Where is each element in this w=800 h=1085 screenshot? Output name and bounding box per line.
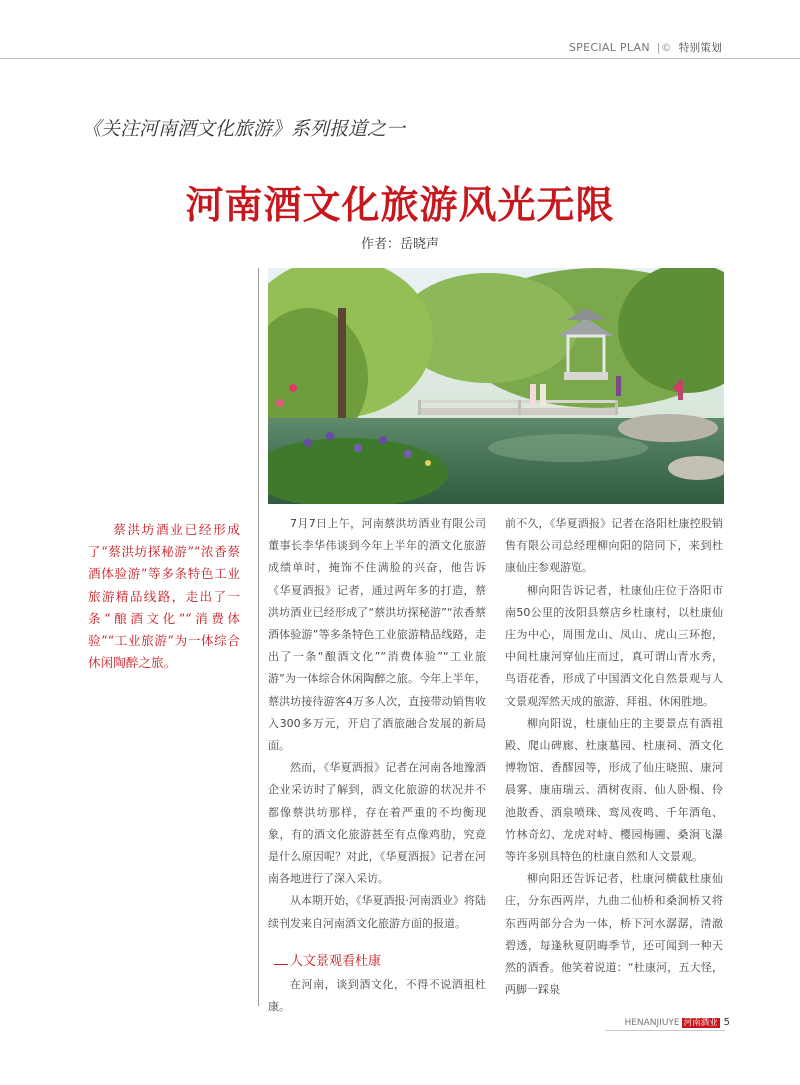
- paragraph: 7月7日上午，河南蔡洪坊酒业有限公司董事长李华伟谈到今年上半年的酒文化旅游成绩单时，掩饰不住满脸的兴奋，他告诉《华夏酒报》记者，通过两年多的打造，蔡洪坊酒业已经形成了“蔡洪坊探秘游”“浓香蔡酒体验游”等多条特色工业旅游精品线路，走出了一条“酿酒文化”“消费体验”“工业旅游”为一体综合休闲陶醉之旅。今年上半年，蔡洪坊接待游客4万多人次，直接带动销售收入300多万元，开启了酒旅融合发展的新局面。: [268, 517, 486, 753]
- article-column-1: [268, 513, 486, 1018]
- photo-illustration: [268, 268, 724, 504]
- page-number: 5: [723, 1017, 730, 1028]
- header-rule: [0, 58, 800, 59]
- magazine-name-en: HENANJIUYE: [624, 1018, 680, 1028]
- paragraph: 前不久，《华夏酒报》记者在洛阳杜康控股销售有限公司总经理柳向阳的陪同下，来到杜康仙庄参观游览。: [505, 517, 723, 575]
- header-separator: |©: [656, 41, 672, 54]
- pavilion-garden-photo: [268, 268, 724, 504]
- paragraph: 在河南，谈到酒文化，不得不说酒祖杜康。: [268, 977, 486, 1014]
- pull-quote: 蔡洪坊酒业已经形成了“蔡洪坊探秘游”“浓香蔡酒体验游”等多条特色工业旅游精品线路，走出了一条“酿酒文化”“消费体验”“工业旅游”为一体综合休闲陶醉之旅。: [88, 522, 240, 671]
- author-line: 作者：岳晓声: [360, 237, 439, 252]
- magazine-logo: 河南酒业: [683, 1018, 718, 1028]
- page-footer: [624, 1016, 730, 1028]
- article-title: 河南酒文化旅游风光无限: [185, 183, 615, 227]
- paragraph: 柳向阳告诉记者，杜康仙庄位于洛阳市南50公里的汝阳县蔡店乡杜康村，以杜康仙庄为中心，周围龙山、凤山、虎山三环抱，中间杜康河穿仙庄而过，真可谓山青水秀，鸟语花香，形成了中国酒文化自然景观与人文景观浑然天成的旅游、拜祖、休闲胜地。: [505, 583, 723, 708]
- column-divider: [258, 268, 259, 1006]
- section-subheading: 人文景观看杜康: [268, 951, 486, 973]
- footer-rule: [605, 1030, 725, 1031]
- paragraph: 柳向阳还告诉记者，杜康河横截杜康仙庄，分东西两岸，九曲二仙桥和桑涧桥又将东西两部分合为一体，桥下河水潺潺，清澈碧透，每逢秋夏阴晦季节，还可闻到一种天然的酒香。他笑着说道：“杜康河，五大怪，两脚一踩泉: [505, 872, 723, 997]
- running-header: [569, 40, 722, 55]
- series-title: 《关注河南酒文化旅游》系列报道之一: [82, 118, 406, 140]
- paragraph: 柳向阳说，杜康仙庄的主要景点有酒祖殿、爬山碑廊、杜康墓园、杜康祠、酒文化博物馆、香醪园等，形成了仙庄晓照、康河晨雾、康庙瑞云、酒树夜雨、仙人卧榻、伶池散香、酒泉喷珠、鸾凤夜鸣、千年酒龟、竹林奇幻、龙虎对峙、樱园梅圃、桑涧飞瀑等许多别具特色的杜康自然和人文景观。: [505, 716, 723, 864]
- section-label-cn: 特别策划: [678, 42, 722, 54]
- section-label-en: SPECIAL PLAN: [568, 41, 650, 54]
- paragraph: 然而，《华夏酒报》记者在河南各地豫酒企业采访时了解到，酒文化旅游的状况并不都像蔡洪坊那样，存在着严重的不均衡现象，有的酒文化旅游甚至有点像鸡肋，究竟是什么原因呢？对此，《华夏酒报》记者在河南各地进行了深入采访。: [268, 761, 486, 886]
- paragraph: 从本期开始，《华夏酒报·河南酒业》将陆续刊发来自河南酒文化旅游方面的报道。: [268, 894, 486, 930]
- article-column-2: [505, 513, 723, 1001]
